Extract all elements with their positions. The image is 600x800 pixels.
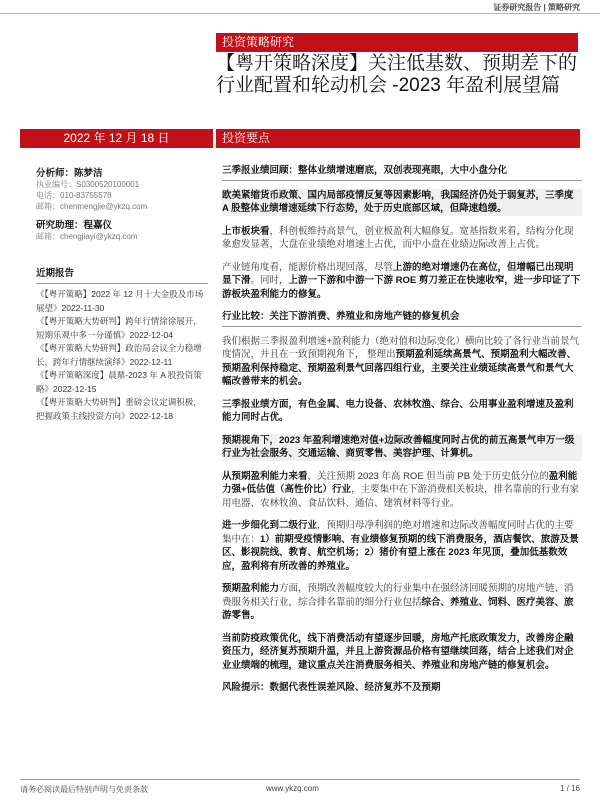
analyst-name: 分析师：陈梦洁 (36, 168, 103, 179)
keypoints-label: 投资要点 (216, 129, 580, 148)
secondary-text: ，预期归母净利润的绝对增速和边际改善幅度同时占优的主要集中在： (222, 520, 574, 545)
recent-reports-title: 近期报告 (36, 268, 208, 284)
profitability-bold: 盈利能力强+低估值（高性价比）行业 (222, 470, 578, 495)
analyst-license: 执业编号：S0300520100001 (36, 180, 140, 189)
recent-report-item[interactable]: 《【粤开策略】2022 年 12 月十大金股及市场展望》2022-11-30 (36, 289, 204, 313)
board-lead: 上市板块看 (222, 225, 270, 237)
footer-disclaimer[interactable]: 请务必阅读最后特别声明与免责条款 (20, 785, 148, 794)
paragraph-board (222, 225, 582, 252)
secondary-lead: 进一步细化到二级行业 (222, 520, 318, 531)
recent-report-item[interactable]: 《【粤开策略大势研判】跨年行情徐徐展开，短期乐观中多一分谨慎》2022-12-04 (36, 316, 202, 340)
paragraph-comparison (222, 335, 582, 389)
paragraph-q3-sectors: 三季报业绩方面，有色金属、电力设备、农林牧渔、综合、公用事业盈利增速及盈利能力同时占优。 (222, 398, 574, 423)
profitability-lead: 从预期盈利能力来看 (222, 470, 308, 482)
recent-report-item[interactable]: 《【粤开策略深度】晨鼎-2023 年 A 股投资策略》2022-12-15 (36, 370, 202, 394)
comparison-bold: 预期盈利延续高景气、预期盈利大幅改善、预期盈利保持稳定、预期盈利景气回落四组行业，主要关注业绩延续高景气和景气大幅改善带来的机会。 (222, 349, 577, 387)
sidebar (36, 168, 208, 423)
footer-page-number: 1 / 16 (559, 784, 580, 793)
recommendation-bold-1: 当前防疫政策优化，线下消费活动有望逐步回暖，房地产托底政策发力，改善房企融资压力，经济复苏预期升温， (222, 632, 574, 657)
paragraph-profitability (222, 470, 582, 511)
chain-text-1: 产业链角度看，能源价格出现回落，尽管 (222, 261, 394, 273)
recent-report-item[interactable]: 《【粤开策略大势研判】重磅会议定调积极，把握政策主线投资方向》2022-12-18 (36, 397, 202, 421)
footer-rule (20, 779, 580, 780)
risk-warning: 风险提示：数据代表性误差风险、经济复苏不及预期 (222, 682, 441, 693)
subheading-earnings-review: 三季报业绩回顾：整体业绩增速磨底，双创表现亮眼，大中小盘分化 (222, 164, 582, 181)
assistant-email[interactable]: 邮箱：chengjiayi@ykzq.com (36, 232, 138, 241)
expected-bold: 综合、养殖业、饲料、医疗美容、旅游零售。 (222, 596, 574, 621)
report-type-tag: 证券研究报告 | 策略研究 (493, 3, 580, 12)
main-content (222, 164, 582, 704)
chain-bold-2: 上游一下游和中游一下游 ROE 剪刀差正在快速收窄，进一步印证了下游板块盈利能力的修复。 (222, 275, 581, 300)
section-label: 投资策略研究 (216, 33, 578, 52)
expected-lead: 预期盈利能力 (222, 583, 280, 594)
recent-reports-list (36, 288, 208, 423)
report-date: 2022 年 12 月 18 日 (20, 129, 213, 148)
paragraph-top-five: 预期视角下，2023 年盈利增速绝对值+边际改善幅度同时占优的前五高景气申万一级行业为社会服务、交通运输、商贸零售、美容护理、计算机。 (222, 434, 582, 461)
chain-bold-1: 上游的绝对增速仍在高位，但增幅已出现明显下滑 (222, 261, 574, 286)
profitability-text: ，关注预期 2023 年高 ROE 但当前 PB 处于历史低分位的 (307, 470, 549, 482)
secondary-bold: 1）前期受疫情影响、有业绩修复预期的线下消费服务，酒店餐饮、旅游及景区、影视院线、教育、航空机场；2）猪价有望上涨在 2023 年见顶，叠加低基数效应，盈利将有所改善的养殖业。 (222, 533, 579, 572)
analyst-email[interactable]: 邮箱：chenmengjie@ykzq.com (36, 202, 148, 211)
footer-website[interactable]: www.ykzq.com (266, 784, 319, 793)
recent-report-item[interactable]: 《【粤开策略大势研判】政治局会议全力稳增长，跨年行情继续演绎》2022-12-11 (36, 343, 202, 367)
profitability-tail: ，主要集中在下游消费相关板块，排名靠前的行业有家用电器、农林牧渔、食品饮料、通信、建筑材料等行业。 (222, 484, 580, 509)
recommendation-bold-2: 并且上游资源品价格有望继续回落，结合上述我们对企业业绩端的梳理，建议重点关注消费服务相关、养殖业和房地产链的修复机会。 (222, 646, 574, 671)
assistant-name: 研究助理：程嘉仪 (36, 220, 113, 231)
comparison-text: 我们根据三季报盈利增速+盈利能力（绝对值和边际变化）横向比较了各行业当前景气度情况，并且在一致预期视角下， 整理出 (222, 335, 580, 360)
expected-text: 方面，预期改善幅度较大的行业集中在强经济回暖预期的房地产链、消费服务相关行业，综合排名靠前的细分行业包括 (222, 583, 574, 608)
header-rule (0, 13, 600, 14)
board-text: ，科创板维持高景气，创业板盈利大幅修复。宽基指数来看，结构分化现象愈发显著，大盘在业绩绝对增速上占优，而中小盘在业绩边际改善上占优。 (222, 225, 574, 250)
paragraph-macro: 欧美紧缩货币政策、国内局部疫情反复等因素影响，我国经济仍处于弱复苏，三季度 A 股整体业绩增速延续下行态势，处于历史底部区域，但降速趋缓。 (222, 189, 582, 216)
paragraph-recommendation (222, 632, 582, 673)
subheading-industry-comparison: 行业比较：关注下游消费、养殖业和房地产链的修复机会 (222, 310, 582, 327)
report-title: 【粤开策略深度】关注低基数、预期差下的行业配置和轮动机会 -2023 年盈利展望篇 (216, 53, 578, 96)
paragraph-secondary-industry (222, 519, 582, 573)
paragraph-industry-chain (222, 261, 582, 302)
chain-text-2: 。同时， (250, 275, 289, 286)
analyst-phone: 电话：010-83755578 (36, 191, 112, 200)
paragraph-expected-profitability (222, 582, 582, 623)
